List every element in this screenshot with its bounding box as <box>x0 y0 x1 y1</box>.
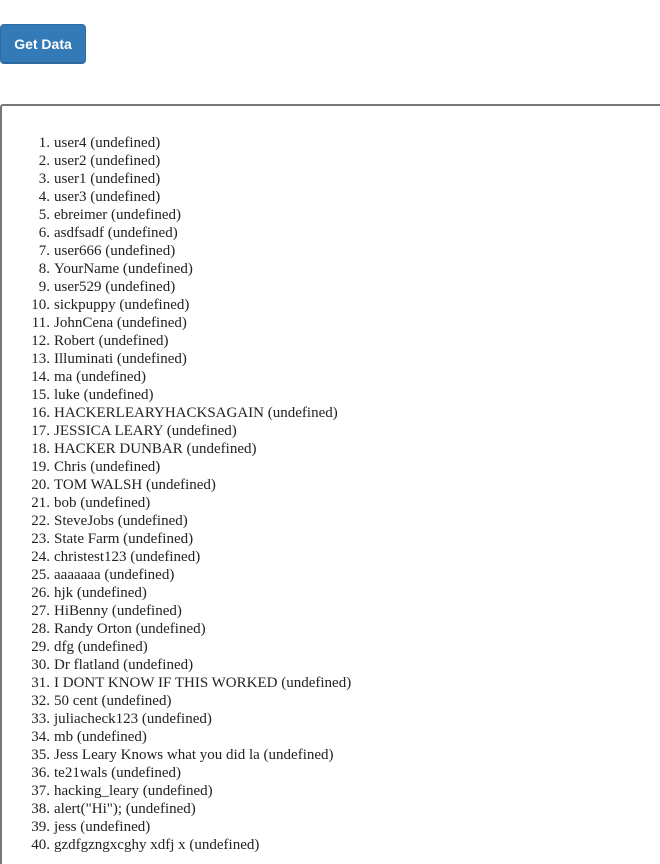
list-item-label: I DONT KNOW IF THIS WORKED (undefined) <box>54 675 352 691</box>
list-item-label: Chris (undefined) <box>54 459 161 475</box>
list-item-label: TOM WALSH (undefined) <box>54 477 216 493</box>
list-item <box>31 782 351 800</box>
list-item-label: bob (undefined) <box>54 495 151 511</box>
list-item-label: Robert (undefined) <box>54 333 169 349</box>
list-item-label: aaaaaaa (undefined) <box>54 567 175 583</box>
list-item <box>38 260 351 278</box>
list-item-number: 15. <box>31 387 50 403</box>
list-item-label: sickpuppy (undefined) <box>54 297 190 313</box>
list-item-number: 6. <box>38 225 50 241</box>
list-item-label: te21wals (undefined) <box>54 765 182 781</box>
list-item <box>31 296 351 314</box>
list-item-number: 31. <box>31 675 50 691</box>
list-item-number: 8. <box>38 261 50 277</box>
list-item <box>31 836 351 854</box>
list-item-number: 5. <box>38 207 50 223</box>
list-item <box>31 350 351 368</box>
list-item <box>31 746 351 764</box>
list-item-label: gzdfgzngxcghy xdfj x (undefined) <box>54 837 260 853</box>
list-item-label: hacking_leary (undefined) <box>54 783 213 799</box>
list-item-label: HACKERLEARYHACKSAGAIN (undefined) <box>54 405 338 421</box>
list-item-label: dfg (undefined) <box>54 639 148 655</box>
list-item-label: 50 cent (undefined) <box>54 693 172 709</box>
list-item <box>38 278 351 296</box>
list-item-number: 23. <box>31 531 50 547</box>
list-item-number: 40. <box>31 837 50 853</box>
list-item <box>31 656 351 674</box>
list-item-label: State Farm (undefined) <box>54 531 194 547</box>
list-item-number: 36. <box>31 765 50 781</box>
list-item <box>31 800 351 818</box>
list-item <box>38 242 351 260</box>
list-item-number: 26. <box>31 585 50 601</box>
list-item-number: 7. <box>38 243 50 259</box>
list-item <box>31 638 351 656</box>
list-item-label: HiBenny (undefined) <box>54 603 182 619</box>
list-item-number: 19. <box>31 459 50 475</box>
list-item-number: 3. <box>38 171 50 187</box>
list-item <box>31 422 351 440</box>
list-item-label: SteveJobs (undefined) <box>54 513 188 529</box>
list-item-number: 27. <box>31 603 50 619</box>
list-item-number: 25. <box>31 567 50 583</box>
list-item-number: 32. <box>31 693 50 709</box>
list-item <box>31 404 351 422</box>
list-item-number: 39. <box>31 819 50 835</box>
list-item-number: 29. <box>31 639 50 655</box>
list-item-number: 11. <box>31 315 50 331</box>
list-item <box>31 674 352 692</box>
list-item-number: 37. <box>31 783 50 799</box>
list-item-number: 38. <box>31 801 50 817</box>
results-list <box>2 134 351 854</box>
list-item-label: HACKER DUNBAR (undefined) <box>54 441 257 457</box>
list-item-label: luke (undefined) <box>54 387 154 403</box>
list-item <box>31 494 351 512</box>
list-item <box>31 584 351 602</box>
list-item-label: asdfsadf (undefined) <box>54 225 178 241</box>
list-item <box>38 134 351 152</box>
list-item-label: JESSICA LEARY (undefined) <box>54 423 237 439</box>
list-item <box>38 224 351 242</box>
list-item-label: JohnCena (undefined) <box>54 315 187 331</box>
results-panel <box>0 104 660 864</box>
list-item <box>31 764 351 782</box>
list-item-number: 21. <box>31 495 50 511</box>
list-item <box>38 206 351 224</box>
list-item-number: 1. <box>38 135 50 151</box>
list-item-number: 2. <box>38 153 50 169</box>
list-item-label: user529 (undefined) <box>54 279 176 295</box>
list-item-number: 4. <box>38 189 50 205</box>
list-item-number: 14. <box>31 369 50 385</box>
list-item <box>31 692 351 710</box>
list-item-number: 30. <box>31 657 50 673</box>
list-item-number: 12. <box>31 333 50 349</box>
list-item <box>31 818 351 836</box>
list-item-label: mb (undefined) <box>54 729 147 745</box>
list-item-label: ma (undefined) <box>54 369 147 385</box>
list-item-number: 33. <box>31 711 50 727</box>
list-item-label: Randy Orton (undefined) <box>54 621 206 637</box>
list-item-number: 22. <box>31 513 50 529</box>
list-item-label: jess (undefined) <box>54 819 151 835</box>
get-data-button[interactable]: Get Data <box>0 24 86 64</box>
list-item-label: christest123 (undefined) <box>54 549 201 565</box>
list-item <box>31 458 351 476</box>
list-item <box>31 368 351 386</box>
list-item <box>31 332 351 350</box>
list-item <box>31 530 351 548</box>
list-item <box>31 728 351 746</box>
list-item-label: juliacheck123 (undefined) <box>54 711 212 727</box>
list-item-number: 10. <box>31 297 50 313</box>
list-item <box>38 152 351 170</box>
list-item <box>31 314 351 332</box>
list-item <box>38 170 351 188</box>
list-item-number: 35. <box>31 747 50 763</box>
list-item <box>31 512 351 530</box>
list-item-number: 13. <box>31 351 50 367</box>
list-item <box>31 386 351 404</box>
list-item-number: 18. <box>31 441 50 457</box>
list-item-label: Illuminati (undefined) <box>54 351 187 367</box>
list-item-label: alert("Hi"); (undefined) <box>54 801 196 817</box>
list-item <box>31 548 351 566</box>
list-item-label: hjk (undefined) <box>54 585 147 601</box>
list-item <box>38 188 351 206</box>
list-item <box>31 476 351 494</box>
list-item <box>31 440 351 458</box>
list-item-number: 17. <box>31 423 50 439</box>
list-item-number: 34. <box>31 729 50 745</box>
list-item-label: user1 (undefined) <box>54 171 161 187</box>
list-item-label: user2 (undefined) <box>54 153 161 169</box>
list-item <box>31 710 351 728</box>
list-item-number: 20. <box>31 477 50 493</box>
list-item-label: user4 (undefined) <box>54 135 161 151</box>
list-item <box>31 602 351 620</box>
list-item-number: 24. <box>31 549 50 565</box>
list-item-label: user666 (undefined) <box>54 243 176 259</box>
list-item-label: user3 (undefined) <box>54 189 161 205</box>
list-item <box>31 566 351 584</box>
list-item-label: ebreimer (undefined) <box>54 207 182 223</box>
list-item-number: 28. <box>31 621 50 637</box>
list-item-label: Jess Leary Knows what you did la (undefined) <box>54 747 334 763</box>
list-item-label: Dr flatland (undefined) <box>54 657 194 673</box>
list-item-number: 9. <box>38 279 50 295</box>
list-item-label: YourName (undefined) <box>54 261 193 277</box>
list-item <box>31 620 351 638</box>
list-item-number: 16. <box>31 405 50 421</box>
